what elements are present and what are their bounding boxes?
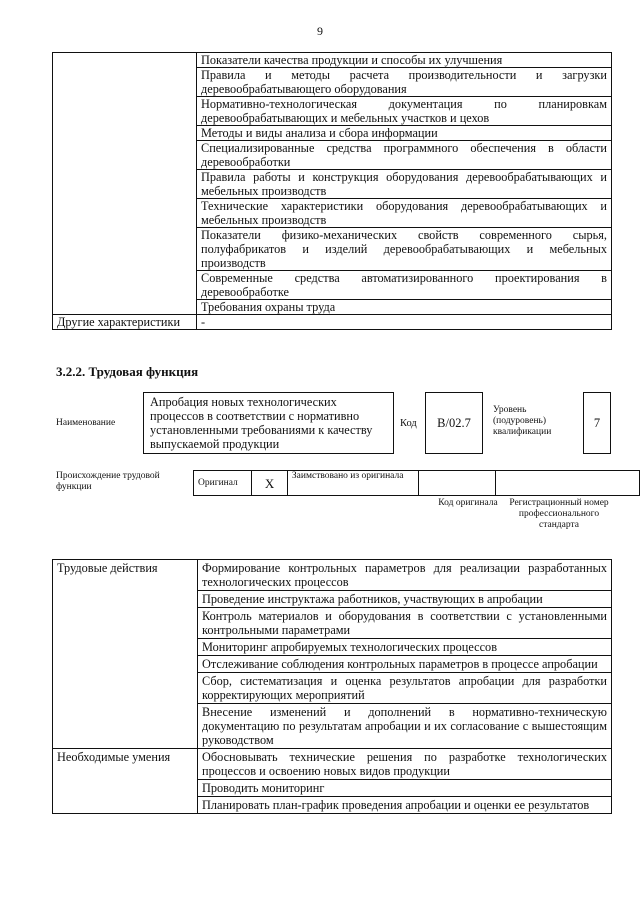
knowledge-item: Специализированные средства программного обеспечения в области деревообработки [197, 141, 612, 170]
knowledge-item: Технические характеристики оборудования деревообрабатывающих и мебельных производств [197, 199, 612, 228]
knowledge-item: Показатели физико-механических свойств современного сырья, полуфабрикатов и изделий деревообрабатывающих и мебельных производств [197, 228, 612, 271]
page-number: 9 [317, 24, 323, 38]
table-row [53, 749, 612, 780]
action-item: Отслеживание соблюдения контрольных параметров в процессе апробации [198, 656, 612, 673]
reg-number-label: Регистрационный номер профессионального стандарта [509, 498, 609, 530]
section-heading: 3.2.2. Трудовая функция [56, 364, 199, 379]
actions-table [52, 559, 612, 814]
skill-item: Обосновывать технические решения по разработке технологических процессов и освоению новых видов продукции [198, 749, 612, 780]
code-value-box: B/02.7 [425, 392, 483, 454]
table-label-cell [53, 53, 197, 315]
table-row [53, 315, 612, 330]
level-label: Уровень (подуровень) квалификации [493, 405, 552, 437]
reg-number-cell [495, 471, 640, 496]
original-mark: X [252, 471, 288, 496]
knowledge-item: Правила и методы расчета производительности и загрузки деревообрабатывающего оборудования [197, 68, 612, 97]
knowledge-item: Нормативно-технологическая документация по планировкам деревообрабатывающих и мебельных участков и цехов [197, 97, 612, 126]
level-value-box: 7 [583, 392, 611, 454]
table-row [194, 471, 640, 496]
knowledge-item: Методы и виды анализа и сбора информации [197, 126, 612, 141]
table-row [53, 53, 612, 68]
skills-label: Необходимые умения [53, 749, 198, 814]
action-item: Сбор, систематизация и оценка результатов апробации для разработки корректирующих мероприятий [198, 673, 612, 704]
knowledge-item: Показатели качества продукции и способы их улучшения [197, 53, 612, 68]
knowledge-item: Современные средства автоматизированного проектирования в деревообработке [197, 271, 612, 300]
origin-table [193, 470, 640, 496]
name-label: Наименование [56, 418, 116, 428]
code-original-cell [418, 471, 495, 496]
code-original-label: Код оригинала [438, 498, 498, 508]
action-item: Проведение инструктажа работников, участвующих в апробации [198, 591, 612, 608]
knowledge-table [52, 52, 612, 330]
borrowed-label: Заимствовано из оригинала [287, 471, 418, 496]
action-item: Внесение изменений и дополнений в нормативно-техническую документацию по результатам апробации и их согласование с вышестоящим руководством [198, 704, 612, 749]
other-characteristics-value: - [197, 315, 612, 330]
table-row [53, 560, 612, 591]
action-item: Формирование контрольных параметров для реализации разработанных технологических процессов [198, 560, 612, 591]
skill-item: Проводить мониторинг [198, 780, 612, 797]
actions-label: Трудовые действия [53, 560, 198, 749]
action-item: Контроль материалов и оборудования в соответствии с установленными контрольными параметрами [198, 608, 612, 639]
other-characteristics-label: Другие характеристики [53, 315, 197, 330]
code-label: Код [400, 418, 417, 429]
action-item: Мониторинг апробируемых технологических процессов [198, 639, 612, 656]
origin-label: Происхождение трудовой функции [56, 471, 160, 492]
skill-item: Планировать план-график проведения апробации и оценки ее результатов [198, 797, 612, 814]
original-label: Оригинал [194, 471, 252, 496]
knowledge-item: Правила работы и конструкция оборудования деревообрабатывающих и мебельных производств [197, 170, 612, 199]
knowledge-item: Требования охраны труда [197, 300, 612, 315]
function-name-box: Апробация новых технологических процессов в соответствии с нормативно установленными требованиями к качеству выпускаемой продукции [143, 392, 394, 454]
